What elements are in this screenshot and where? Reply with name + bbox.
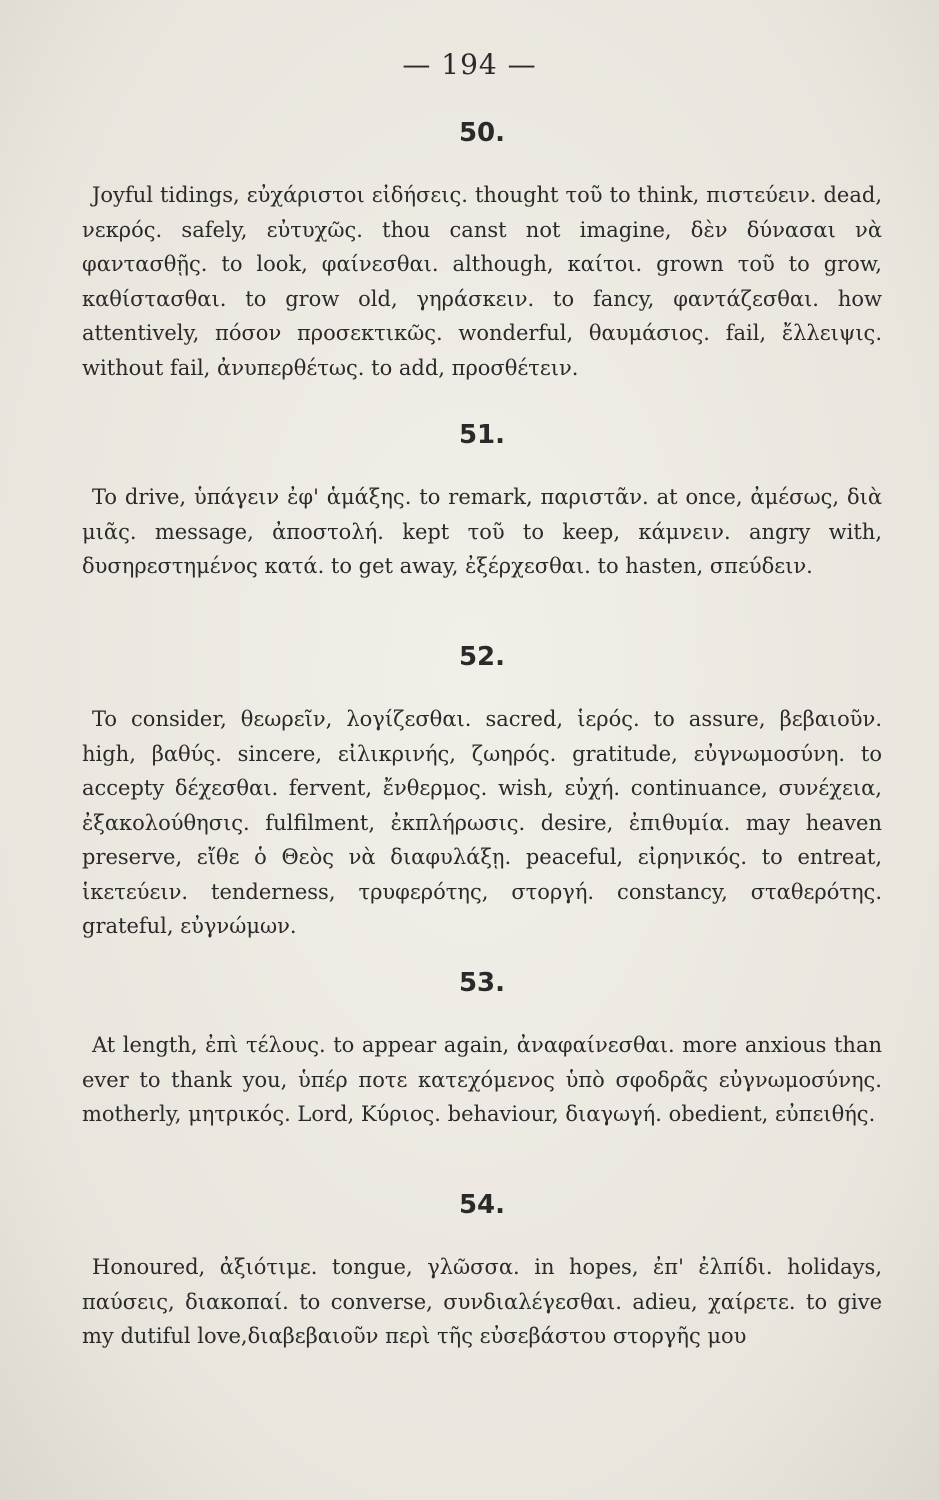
lesson-number: 53. (458, 968, 506, 998)
lesson-section (82, 1190, 882, 1354)
lesson-section (82, 118, 882, 385)
vocabulary-paragraph: Joyful tidings, εὐχάριστοι εἰδήσεις. thought τοῦ to think, πιστεύειν. dead, νεκρός. safely, εὐτυχῶς. thou canst not imagine, δὲν δύνασαι νὰ φαντασθῇς. to look, φαίνεσθαι. although, καίτοι. grown τοῦ to grow, καθίστασθαι. to grow old, γηράσκειν. to fancy, φαντάζεσθαι. how attentively, πόσον προσεκτικῶς. wonderful, θαυμάσιος. fail, ἔλλειψις. without fail, ἀνυπερθέτως. to add, προσθέτειν. (82, 183, 882, 380)
vocabulary-paragraph: At length, ἐπὶ τέλους. to appear again, ἀναφαίνεσθαι. more anxious than ever to thank you, ὑπέρ ποτε κατεχόμενος ὑπὸ σφοδρᾶς εὐγνωμοσύνης. motherly, μητρικός. Lord, Κύριος. behaviour, διαγωγή. obedient, εὐπειθής. (82, 1033, 882, 1126)
lesson-number: 52. (458, 642, 506, 672)
lesson-section (82, 642, 882, 944)
page-number: — 194 — (402, 48, 537, 81)
lesson-section (82, 420, 882, 584)
lesson-number: 54. (458, 1190, 506, 1220)
vocabulary-paragraph: Honoured, ἀξιότιμε. tongue, γλῶσσα. in hopes, ἐπ' ἐλπίδι. holidays, παύσεις, διακοπαί. to converse, συνδιαλέγεσθαι. adieu, χαίρετε. to give my dutiful love,διαβεβαιοῦν περὶ τῆς εὐσεβάστου στοργῆς μου (82, 1255, 882, 1348)
vocabulary-paragraph: To consider, θεωρεῖν, λογίζεσθαι. sacred, ἱερός. to assure, βεβαιοῦν. high, βαθύς. sincere, εἰλικρινής, ζωηρός. gratitude, εὐγνωμοσύνη. to accepty δέχεσθαι. fervent, ἔνθερμος. wish, εὐχή. continuance, συνέχεια, ἐξακολούθησις. fulfilment, ἐκπλήρωσις. desire, ἐπιθυμία. may heaven preserve, εἴθε ὁ Θεὸς νὰ διαφυλάξῃ. peaceful, εἰρηνικός. to entreat, ἱκετεύειν. tenderness, τρυφερότης, στοργή. constancy, σταθερότης. grateful, εὐγνώμων. (82, 707, 882, 938)
lesson-section (82, 968, 882, 1132)
vocabulary-paragraph: To drive, ὑπάγειν ἐφ' ἁμάξης. to remark, παριστᾶν. at once, ἀμέσως, διὰ μιᾶς. message, ἀποστολή. kept τοῦ to keep, κάμνειν. angry with, δυσηρεστημένος κατά. to get away, ἐξέρχεσθαι. to hasten, σπεύδειν. (82, 485, 882, 578)
lesson-number: 50. (458, 118, 506, 148)
lesson-number: 51. (458, 420, 506, 450)
